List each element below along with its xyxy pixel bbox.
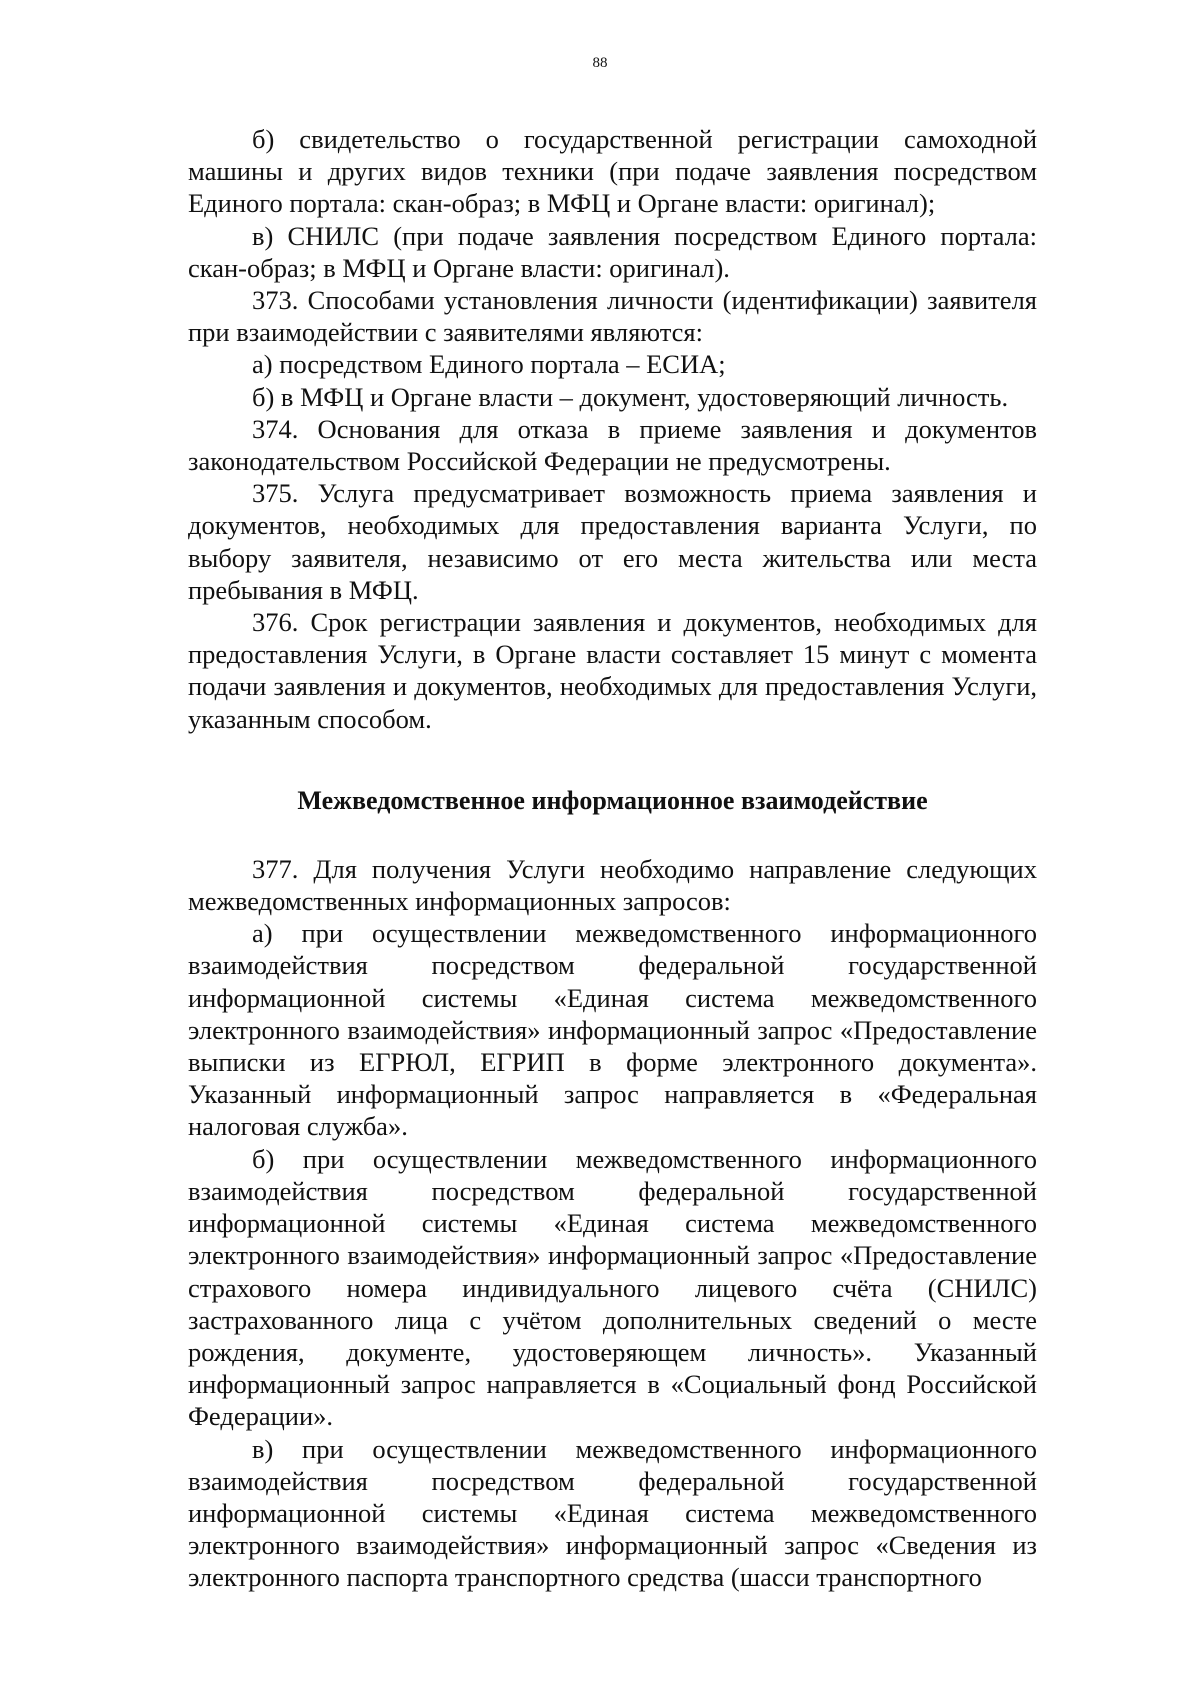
paragraph-377: 377. Для получения Услуги необходимо направление следующих межведомственных информационных запросов: (188, 853, 1037, 917)
page-number: 88 (592, 55, 608, 71)
paragraph-373-a: а) посредством Единого портала – ЕСИА; (252, 349, 726, 380)
paragraph-373-b: б) в МФЦ и Органе власти – документ, удостоверяющий личность. (252, 381, 1009, 412)
paragraph-374: 374. Основания для отказа в приеме заявления и документов законодательством Российской Федерации не предусмотрены. (188, 413, 1037, 477)
paragraph-376: 376. Срок регистрации заявления и документов, необходимых для предоставления Услуги, в Органе власти составляет 15 минут с момента подачи заявления и документов, необходимых для предоставления Услуги, указанным способом. (188, 607, 1037, 734)
document-body (188, 123, 1037, 1594)
paragraph-item-b-certificate: б) свидетельство о государственной регистрации самоходной машины и других видов техники (при подаче заявления посредством Единого портала: скан-образ; в МФЦ и Органе власти: оригинал); (188, 124, 1037, 219)
paragraph-375: 375. Услуга предусматривает возможность приема заявления и документов, необходимых для предоставления варианта Услуги, по выбору заявителя, независимо от его места жительства или места пребывания в МФЦ. (188, 478, 1037, 605)
paragraph-item-v-snils: в) СНИЛС (при подаче заявления посредством Единого портала: скан-образ; в МФЦ и Органе власти: оригинал). (188, 220, 1037, 283)
section-heading: Межведомственное информационное взаимодействие (297, 785, 928, 815)
paragraph-377-v: в) при осуществлении межведомственного информационного взаимодействия посредством федеральной государственной информационной системы «Единая система межведомственного электронного взаимодействия» информационный запрос «Сведения из электронного паспорта транспортного средства (шасси транспортного (188, 1433, 1037, 1593)
paragraph-377-b: б) при осуществлении межведомственного информационного взаимодействия посредством федеральной государственной информационной системы «Единая система межведомственного электронного взаимодействия» информационный запрос «Предоставление страхового номера индивидуального лицевого счёта (СНИЛС) застрахованного лица с учётом дополнительных сведений о месте рождения, документе, удостоверяющем личность». Указанный информационный запрос направляется в «Социальный фонд Российской Федерации». (188, 1143, 1037, 1432)
paragraph-377-a: а) при осуществлении межведомственного информационного взаимодействия посредством федеральной государственной информационной системы «Единая система межведомственного электронного взаимодействия» информационный запрос «Предоставление выписки из ЕГРЮЛ, ЕГРИП в форме электронного документа». Указанный информационный запрос направляется в «Федеральная налоговая служба». (188, 918, 1037, 1142)
paragraph-373: 373. Способами установления личности (идентификации) заявителя при взаимодействии с заявителями являются: (188, 285, 1037, 348)
